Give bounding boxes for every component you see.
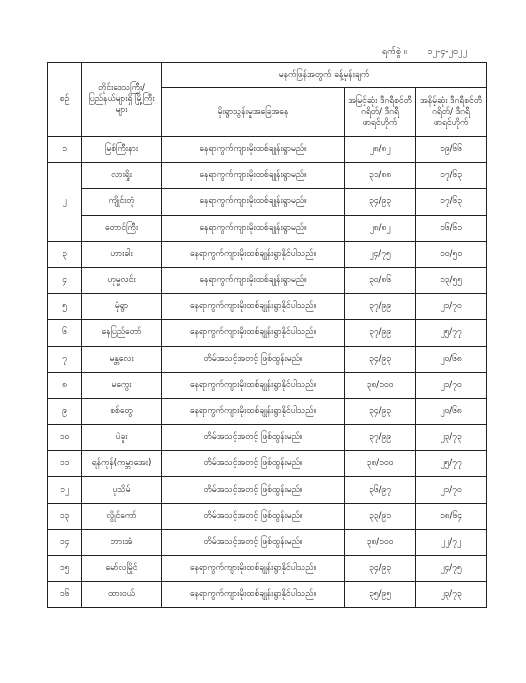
row-weather: တိမ်အသင့်အတင့် ဖြစ်ထွန်းမည်။ <box>162 529 345 555</box>
row-weather: နေရာကွက်ကျားမိုးထစ်ချုန်းရွာနိုင်ပါသည်။ <box>162 241 345 267</box>
row-weather: တိမ်အသင့်အတင့် ဖြစ်ထွန်းမည်။ <box>162 346 345 372</box>
row-min: ၂၂/၇၂ <box>416 529 487 555</box>
row-min: ၁၈/၆၄ <box>416 503 487 529</box>
table-row <box>48 556 487 582</box>
row-max: ၂၄/၇၅ <box>345 241 416 267</box>
row-max: ၃၄/၉၃ <box>345 398 416 424</box>
table-row <box>48 267 487 293</box>
table-row <box>48 529 487 555</box>
row-city: ဘားအံ <box>82 529 162 555</box>
row-no: ၂ <box>48 163 82 242</box>
row-weather: တိမ်အသင့်အတင့် ဖြစ်ထွန်းမည်။ <box>162 451 345 477</box>
row-weather: နေရာကွက်ကျားမိုးထစ်ချုန်းရွာမည်။ <box>162 189 345 215</box>
row-city: မကွေး <box>82 372 162 398</box>
row-city: ပဲခူး <box>82 425 162 451</box>
row-no: ၁ <box>48 137 82 163</box>
row-no: ၁၆ <box>48 582 82 608</box>
row-min: ၁၀/၅၀ <box>416 241 487 267</box>
table-row <box>48 294 487 320</box>
row-city: ထားဝယ် <box>82 582 162 608</box>
row-no: ၇ <box>48 346 82 372</box>
date-label: ရက်စွဲ ။ <box>382 47 407 57</box>
row-min: ၂၀/၆၈ <box>416 398 487 424</box>
table-row <box>48 346 487 372</box>
row-max: ၃၃/၉၁ <box>345 503 416 529</box>
row-weather: နေရာကွက်ကျားမိုးထစ်ချုန်းရွာမည်။ <box>162 215 345 241</box>
header-no: စဉ် <box>48 63 82 137</box>
table-row <box>48 163 487 189</box>
row-min: ၁၃/၅၅ <box>416 267 487 293</box>
row-min: ၂၁/၇၀ <box>416 294 487 320</box>
row-weather: နေရာကွက်ကျားမိုးထစ်ချုန်းရွာနိုင်ပါသည်။ <box>162 398 345 424</box>
row-min: ၂၅/၇၇ <box>416 320 487 346</box>
table-row <box>48 477 487 503</box>
row-max: ၃၇/၉၉ <box>345 320 416 346</box>
row-city: လားရှိုး <box>82 163 162 189</box>
row-max: ၃၇/၉၉ <box>345 294 416 320</box>
row-min: ၁၇/၆၃ <box>416 163 487 189</box>
row-min: ၂၅/၇၇ <box>416 451 487 477</box>
header-max-temp: အမြင့်ဆုံး ဒီဂရီစင်တီဂရိတ်/ ဒီဂရီဖာရင်ဟိုက် <box>345 88 416 137</box>
row-min: ၁၆/၆၁ <box>416 215 487 241</box>
row-weather: တိမ်အသင့်အတင့် ဖြစ်ထွန်းမည်။ <box>162 477 345 503</box>
date-line <box>382 46 467 59</box>
row-city: ကျိုင်းတုံ <box>82 189 162 215</box>
row-min: ၂၃/၇၃ <box>416 582 487 608</box>
header-city: တိုင်းဒေသကြီး/ ပြည်နယ်များရှိ မြို့ကြီးများ <box>82 63 162 137</box>
row-weather: တိမ်အသင့်အတင့် ဖြစ်ထွန်းမည်။ <box>162 503 345 529</box>
table-row <box>48 320 487 346</box>
row-max: ၃၄/၉၃ <box>345 346 416 372</box>
header-weather: မိုးရွာသွန်းမှုအခြေအနေ <box>162 88 345 137</box>
row-weather: နေရာကွက်ကျားမိုးထစ်ချုန်းရွာနိုင်ပါသည်။ <box>162 556 345 582</box>
table-row <box>48 241 487 267</box>
table-row <box>48 398 487 424</box>
row-no: ၁၀ <box>48 425 82 451</box>
row-max: ၃၈/၁၀၀ <box>345 451 416 477</box>
row-no: ၄ <box>48 267 82 293</box>
row-no: ၅ <box>48 294 82 320</box>
table-row <box>48 137 487 163</box>
row-city: နေပြည်တော် <box>82 320 162 346</box>
row-min: ၁၇/၆၃ <box>416 189 487 215</box>
row-max: ၃၅/၉၅ <box>345 582 416 608</box>
row-max: ၃၆/၉၇ <box>345 477 416 503</box>
row-max: ၃၄/၉၃ <box>345 189 416 215</box>
header-forecast-group: မနက်ဖြန်အတွက် ခန့်မှန်းချက် <box>162 63 487 88</box>
row-max: ၃၇/၉၉ <box>345 425 416 451</box>
row-no: ၉ <box>48 398 82 424</box>
row-no: ၆ <box>48 320 82 346</box>
row-no: ၁၃ <box>48 503 82 529</box>
row-max: ၃၈/၁၀၀ <box>345 372 416 398</box>
row-min: ၂၀/၆၈ <box>416 346 487 372</box>
row-city: ရန်ကုန်(ကမ္ဘာအေး) <box>82 451 162 477</box>
table-row <box>48 189 487 215</box>
table-row <box>48 582 487 608</box>
table-row <box>48 372 487 398</box>
row-weather: နေရာကွက်ကျားမိုးထစ်ချုန်းရွာနိုင်ပါသည်။ <box>162 582 345 608</box>
row-no: ၃ <box>48 241 82 267</box>
table-row <box>48 451 487 477</box>
row-city: ဟားခါး <box>82 241 162 267</box>
row-city: လွိုင်ကော် <box>82 503 162 529</box>
row-weather: တိမ်အသင့်အတင့် ဖြစ်ထွန်းမည်။ <box>162 425 345 451</box>
row-city: ပုသိမ် <box>82 477 162 503</box>
row-no: ၁၁ <box>48 451 82 477</box>
row-city: မြစ်ကြီးနား <box>82 137 162 163</box>
row-min: ၂၃/၇၃ <box>416 425 487 451</box>
row-max: ၃၈/၁၀၀ <box>345 529 416 555</box>
row-weather: နေရာကွက်ကျားမိုးထစ်ချုန်းရွာနိုင်ပါသည်။ <box>162 372 345 398</box>
date-value: ၁၂-၄-၂၀၂၂ <box>427 47 467 57</box>
row-max: ၃၄/၉၃ <box>345 556 416 582</box>
header-min-temp: အနိမ့်ဆုံး ဒီဂရီစင်တီဂရိတ်/ ဒီဂရီဖာရင်ဟိုက် <box>416 88 487 137</box>
row-weather: နေရာကွက်ကျားမိုးထစ်ချုန်းရွာမည်။ <box>162 163 345 189</box>
row-min: ၂၁/၇၀ <box>416 477 487 503</box>
row-city: တောင်ကြီး <box>82 215 162 241</box>
row-city: မုံရွာ <box>82 294 162 320</box>
row-city: စစ်တွေ <box>82 398 162 424</box>
row-weather: နေရာကွက်ကျားမိုးထစ်ချုန်းရွာနိုင်ပါသည်။ <box>162 294 345 320</box>
row-city: မန္တလေး <box>82 346 162 372</box>
row-min: ၂၄/၇၅ <box>416 556 487 582</box>
row-weather: နေရာကွက်ကျားမိုးထစ်ချုန်းရွာမည်။ <box>162 137 345 163</box>
row-min: ၁၉/၆၆ <box>416 137 487 163</box>
row-max: ၂၈/၈၂ <box>345 215 416 241</box>
row-max: ၂၈/၈၂ <box>345 137 416 163</box>
row-no: ၈ <box>48 372 82 398</box>
row-weather: နေရာကွက်ကျားမိုးထစ်ချုန်းရွာနိုင်ပါသည်။ <box>162 320 345 346</box>
row-min: ၂၁/၇၀ <box>416 372 487 398</box>
row-max: ၃၁/၈၈ <box>345 163 416 189</box>
row-no: ၁၂ <box>48 477 82 503</box>
table-row <box>48 503 487 529</box>
row-max: ၃၀/၈၆ <box>345 267 416 293</box>
row-city: ဟုမ္မလင်း <box>82 267 162 293</box>
row-city: မော်လမြိုင် <box>82 556 162 582</box>
table-row <box>48 425 487 451</box>
forecast-table <box>47 62 487 608</box>
row-no: ၁၅ <box>48 556 82 582</box>
row-no: ၁၄ <box>48 529 82 555</box>
table-row <box>48 215 487 241</box>
row-weather: နေရာကွက်ကျားမိုးထစ်ချုန်းရွာမည်။ <box>162 267 345 293</box>
